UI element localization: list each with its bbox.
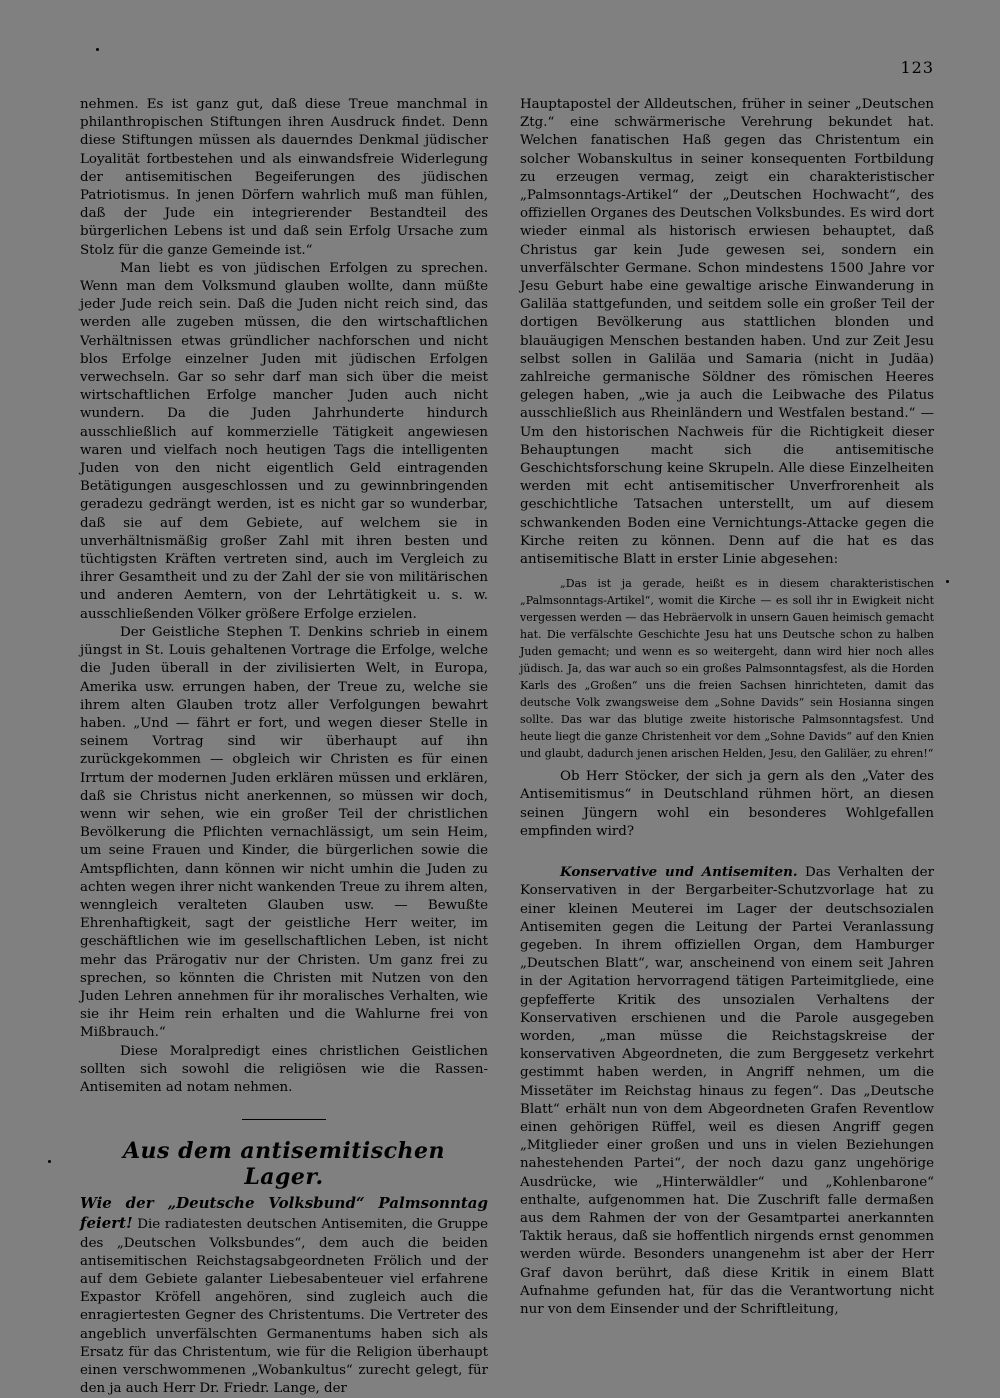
page-number: 123 [900,58,934,77]
margin-speck [96,48,99,51]
block-quote [520,575,934,762]
article-text: Die radiatesten deutschen Antisemiten, die Gruppe des „Deutschen Volksbundes“, dem auch die beiden antisemitischen Reichstagsabgeordneten Frölich und der auf dem Gebiete galanter Liebesabenteuer viel erfahrene Expastor Kröfell angehören, sind zugleich auch die enragiertesten Gegner des Christentums. Die Vertreter des angeblich unverfälschten Germanentums haben sich als Ersatz für das Christentum, wie für die Religion überhaupt einen verschwommenen „Wobankultus“ zurecht gelegt, für den ja auch Herr Dr. Friedr. Lange, der [80,1217,488,1397]
paragraph: Man liebt es von jüdischen Erfolgen zu sprechen. Wenn man dem Volksmund glauben wollte, dann müßte jeder Jude reich sein. Daß die Juden nicht reich sind, das werden alle zugeben müssen, die den wirtschaftlichen Verhältnissen etwas gründlicher nachforschen und nicht blos Erfolge einzelner Juden mit jüdischen Erfolgen verwechseln. Gar so sehr darf man sich über die meist wirtschaftlichen Erfolge mancher Juden auch nicht wundern. Da die Juden Jahrhunderte hindurch ausschließlich auf kommerzielle Tätigkeit angewiesen waren und vielfach noch heutigen Tags die intelligenten Juden von den nicht eigentlich Geld eintragenden Betätigungen ausgeschlossen und zu gewinnbringenden geradezu gedrängt werden, ist es nicht gar so wunderbar, daß sie auf dem Gebiete, auf welchem sie in unverhältnismäßig großer Zahl mit ihren besten und tüchtigsten Kräften vertreten sind, auch im Vergleich zu ihrer Gesamtheit und zu der Zahl der sie von militärischen und anderen Aemtern, von der Lehrtätigkeit u. s. w. ausschließenden Völker größere Erfolge erzielen. [80,260,488,622]
right-column [520,96,934,1319]
paragraph: Der Geistliche Stephen T. Denkins schrieb in einem jüngst in St. Louis gehaltenen Vortrage die Erfolge, welche die Juden überall in der zivilisierten Welt, in Europa, Amerika usw. errungen haben, der Treue zu, welche sie ihrem alten Glauben trotz aller Verfolgungen bewahrt haben. „Und — fährt er fort, und wegen dieser Stelle in seinem Vortrag sind wir überhaupt auf ihn zurückgekommen — obgleich wir Christen es für einen Irrtum der modernen Juden erklären müssen und erklären, daß sie Christus nicht anerkennen, so müssen wir doch, wenn wir sehen, wie ein großer Teil der christlichen Bevölkerung die Pflichten vernachlässigt, um sein Heim, um seine Frauen und Kinder, die bürgerlichen sowie die Amtspflichten, dann können wir nicht umhin die Juden zu achten wegen ihrer nicht wankenden Treue zu ihrem alten, wenngleich veralteten Glauben usw. — Bewußte Ehrenhaftigkeit, sagt der geistliche Herr weiter, im geschäftlichen wie im gesellschaftlichen Leben, ist nicht mehr das Prärogativ nur der Christen. Um ganz frei zu sprechen, so könnten die Christen mit Nutzen von den Juden Lehren annehmen für ihr moralisches Verhalten, wie sie ihr Heim rein erhalten und die Wahlurne frei von Mißbrauch.“ [80,624,488,1041]
article-body [80,1194,488,1398]
margin-speck [48,1160,51,1163]
paragraph: Ob Herr Stöcker, der sich ja gern als den „Vater des Antisemitismus“ in Deutschland rühmen hört, an diesen seinen Jüngern wohl ein besonderes Wohlgefallen empfinden wird? [520,769,934,839]
article-headline: Konservative und Antisemiten. [560,864,798,881]
article-headline: Wie der „Deutsche Volksbund“ Palmsonntag feiert! [80,1194,488,1233]
left-column [80,96,488,1398]
margin-speck [946,580,949,583]
section-title: Aus dem antisemitischen Lager. [122,1138,445,1191]
article-body [520,863,934,1319]
quote-text: „Das ist ja gerade, heißt es in diesem charakteristischen „Palmsonntags-Artikel“, womit die Kirche — es soll ihr in Ewigkeit nicht vergessen werden — das Hebräervolk in unsern Gauen heimisch gemacht hat. Die verfälschte Geschichte Jesu hat uns Deutsche schon zu halben Juden gemacht; und wenn es so weitergeht, dann wird hier noch alles jüdisch. Ja, das war auch so ein großes Palmsonntagsfest, als die Horden Karls des „Großen“ uns die freien Sachsen hinrichteten, damit das deutsche Volk zwangsweise dem „Sohne Davids“ sein Hosianna singen sollte. Das war das blutige zweite historische Palmsonntagsfest. Und heute liegt die ganze Christenheit vor dem „Sohne Davids“ auf den Knien und glaubt, dadurch jenen arischen Helden, Jesu, den Galiläer, zu ehren!“ [520,577,934,761]
paragraph: Diese Moralpredigt eines christlichen Geistlichen sollten sich sowohl die religiösen wie die Rassen-Antisemiten ad notam nehmen. [80,1043,488,1095]
paragraph: Hauptapostel der Alldeutschen, früher in seiner „Deutschen Ztg.“ eine schwärmerische Verehrung bekundet hat. Welchen fanatischen Haß gegen das Christentum ein solcher Wobanskultus in seiner konsequenten Fortbildung zu erzeugen vermag, zeigt ein charakteristischer „Palmsonntags-Artikel“ der „Deutschen Hochwacht“, des offiziellen Organes des Deutschen Volksbundes. Es wird dort wieder einmal als historisch erwiesen behauptet, daß Christus gar kein Jude gewesen sei, sondern ein unverfälschter Germane. Schon mindestens 1500 Jahre vor Jesu Geburt habe eine gewaltige arische Einwanderung in Galiläa stattgefunden, und seitdem solle ein großer Teil der dortigen Bevölkerung aus stattlichen blonden und blauäugigen Menschen bestanden haben. Und zur Zeit Jesu selbst sollen in Galiläa und Samaria (nicht in Judäa) zahlreiche germanische Söldner des römischen Heeres gelegen haben, „wie ja auch die Leibwache des Pilatus ausschließlich aus Rheinländern und Westfalen bestand.“ — Um den historischen Nachweis für die Richtigkeit dieser Behauptungen macht sich die antisemitische Geschichtsforschung keine Skrupeln. Alle diese Einzelheiten werden mit echt antisemitischer Unverfrorenheit als geschichtliche Tatsachen unterstellt, um auf diesem schwankenden Boden eine Vernichtungs-Attacke gegen die Kirche reiten zu können. Denn auf die hat es das antisemitische Blatt in erster Linie abgesehen: [520,97,934,568]
article-text: Das Verhalten der Konservativen in der Bergarbeiter-Schutzvorlage hat zu einer kleinen Meuterei im Lager der deutschsozialen Antisemiten gegen die Leitung der Partei Veranlassung gegeben. In ihrem offiziellen Organ, dem Hamburger „Deutschen Blatt“, war, anscheinend von einem seit Jahren in der Agitation hervorragend tätigen Parteimitgliede, eine gepfefferte Kritik des unsozialen Verhaltens der Konservativen erschienen und die Parole ausgegeben worden, „man müsse die Reichstagskreise der konservativen Abgeordneten, die zum Berggesetz verkehrt gestimmt haben werden, in Angriff nehmen, um die Missetäter im Reichstag hinaus zu fegen“. Das „Deutsche Blatt“ erhält nun von dem Abgeordneten Grafen Reventlow einen gehörigen Rüffel, weil es diesen Angriff gegen „Mitglieder einer großen und uns in vielen Beziehungen nahestehenden Partei“, der noch dazu ganz ungehörige Ausdrücke, wie „Hinterwäldler“ und „Kohlenbarone“ enthalte, aufgenommen hat. Die Zuschrift falle dermaßen aus dem Rahmen der von der Gesamtpartei anerkannten Taktik heraus, daß sie hoffentlich nirgends ernst genommen werden würde. Besonders unangenehm ist aber der Herr Graf davon berührt, daß diese Kritik in einem Blatt Aufnahme gefunden hat, für das die Verantwortung nicht nur von dem Einsender und der Schriftleitung, [520,865,934,1317]
section-divider [242,1119,326,1120]
paragraph: nehmen. Es ist ganz gut, daß diese Treue manchmal in philanthropischen Stiftungen ihren Ausdruck findet. Denn diese Stiftungen müssen als dauerndes Denkmal jüdischer Loyalität fortbestehen und als einwandsfreie Widerlegung der antisemitischen Begeiferungen des jüdischen Patriotismus. In jenen Dörfern wahrlich muß man fühlen, daß der Jude ein integrierender Bestandteil des bürgerlichen Lebens ist und daß sein Erfolg Ursache zum Stolz für die ganze Gemeinde ist.“ [80,97,488,258]
